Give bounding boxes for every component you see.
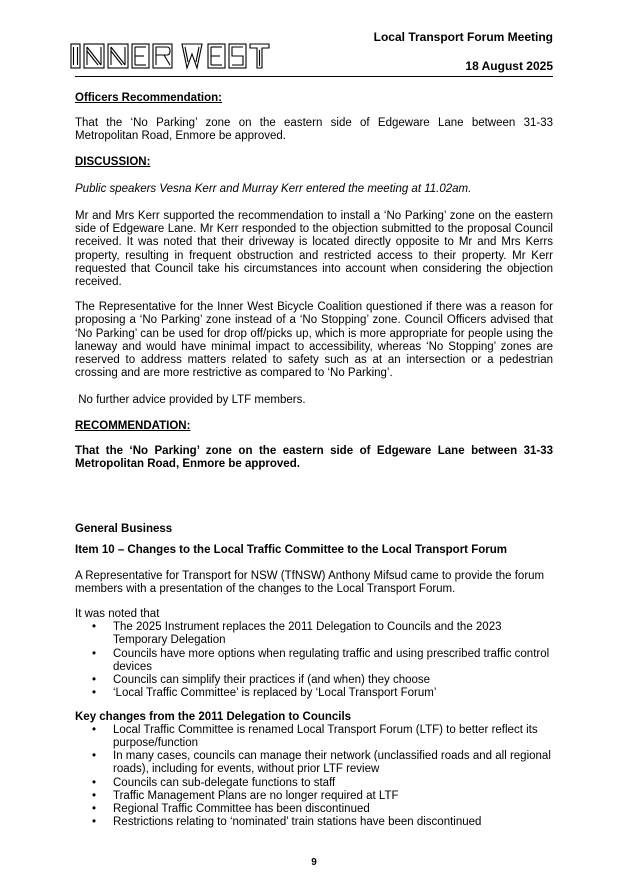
list-item: • In many cases, councils can manage their network (unclassified roads and all regional roads), including for events, without prior LTF review	[92, 750, 551, 776]
meeting-title: Local Transport Forum Meeting	[373, 30, 553, 44]
recommendation-text: That the ‘No Parking’ zone on the eastern side of Edgeware Lane between 31-33 Metropolitan Road, Enmore be approved.	[75, 444, 553, 471]
item-10-title: Item 10 – Changes to the Local Traffic Committee to the Local Transport Forum	[75, 544, 507, 557]
public-speakers-note: Public speakers Vesna Kerr and Murray Kerr entered the meeting at 11.02am.	[75, 182, 472, 195]
list-item: • Councils can simplify their practices if (and when) they choose	[92, 674, 431, 687]
bullet-icon: •	[92, 750, 97, 763]
bullet-icon: •	[92, 723, 97, 736]
key-changes-heading: Key changes from the 2011 Delegation to Councils	[75, 710, 352, 723]
list-item: • Councils can sub-delegate functions to staff	[92, 776, 336, 789]
bullet-icon: •	[92, 674, 97, 687]
list-item: • Traffic Management Plans are no longer required at LTF	[92, 789, 399, 802]
discussion-heading: DISCUSSION:	[75, 155, 151, 168]
header-divider	[75, 76, 553, 77]
bullet-icon: •	[92, 816, 97, 829]
officers-recommendation-heading: Officers Recommendation:	[75, 92, 222, 104]
key-changes-list	[75, 724, 553, 830]
bullet-icon: •	[92, 621, 97, 634]
discussion-paragraph-3: No further advice provided by LTF members.	[75, 394, 306, 407]
noted-intro: It was noted that	[75, 608, 160, 621]
bullet-icon: •	[92, 776, 97, 789]
inner-west-logo	[70, 38, 270, 72]
noted-list	[75, 621, 553, 700]
list-item: • ‘Local Traffic Committee’ is replaced by ‘Local Transport Forum’	[92, 687, 437, 700]
discussion-paragraph-2: The Representative for the Inner West Bicycle Coalition questioned if there was a reason for proposing a ‘No Parking’ zone instead of a ‘No Stopping’ zone. Council Officers advised that ‘No Parking’ can be used for drop off/picks up, which is more appropriate for people using the laneway and would have minimal impact to accessibility, whereas ‘No Stopping’ zones are reserved to address matters related to safety such as at an intersection or a pedestrian crossing and are more restrictive as compared to ‘No Parking’.	[75, 301, 553, 380]
bullet-icon: •	[92, 687, 97, 700]
meeting-date: 18 August 2025	[465, 59, 553, 73]
recommendation-heading: RECOMMENDATION:	[75, 419, 191, 432]
list-item: • Councils have more options when regulating traffic and using prescribed traffic control devices	[92, 647, 550, 673]
list-item: • Restrictions relating to ‘nominated’ train stations have been discontinued	[92, 816, 482, 829]
officers-recommendation-text: That the ‘No Parking’ zone on the eastern side of Edgeware Lane between 31-33 Metropolitan Road, Enmore be approved.	[75, 117, 553, 143]
page-number: 9	[311, 857, 317, 868]
bullet-icon: •	[92, 647, 97, 660]
list-item: • The 2025 Instrument replaces the 2011 Delegation to Councils and the 2023 Temporary Delegation	[92, 621, 502, 647]
general-business-heading: General Business	[75, 523, 173, 536]
bullet-icon: •	[92, 802, 97, 815]
list-item: • Regional Traffic Committee has been discontinued	[92, 802, 370, 815]
bullet-icon: •	[92, 789, 97, 802]
discussion-paragraph-1: Mr and Mrs Kerr supported the recommendation to install a ‘No Parking’ zone on the eastern side of Edgeware Lane. Mr Kerr responded to the objection submitted to the proposal Council received. It was noted that their driveway is located directly opposite to Mr and Mrs Kerrs property, resulting in frequent obstruction and restricted access to their property. Mr Kerr requested that Council take his circumstances into account when considering the objection received.	[75, 210, 553, 289]
item-10-intro: A Representative for Transport for NSW (TfNSW) Anthony Mifsud came to provide the forum members with a presentation of the changes to the Local Transport Forum.	[75, 569, 545, 595]
list-item: • Local Traffic Committee is renamed Local Transport Forum (LTF) to better reflect its purpose/function	[92, 723, 538, 749]
document-body	[75, 92, 553, 829]
